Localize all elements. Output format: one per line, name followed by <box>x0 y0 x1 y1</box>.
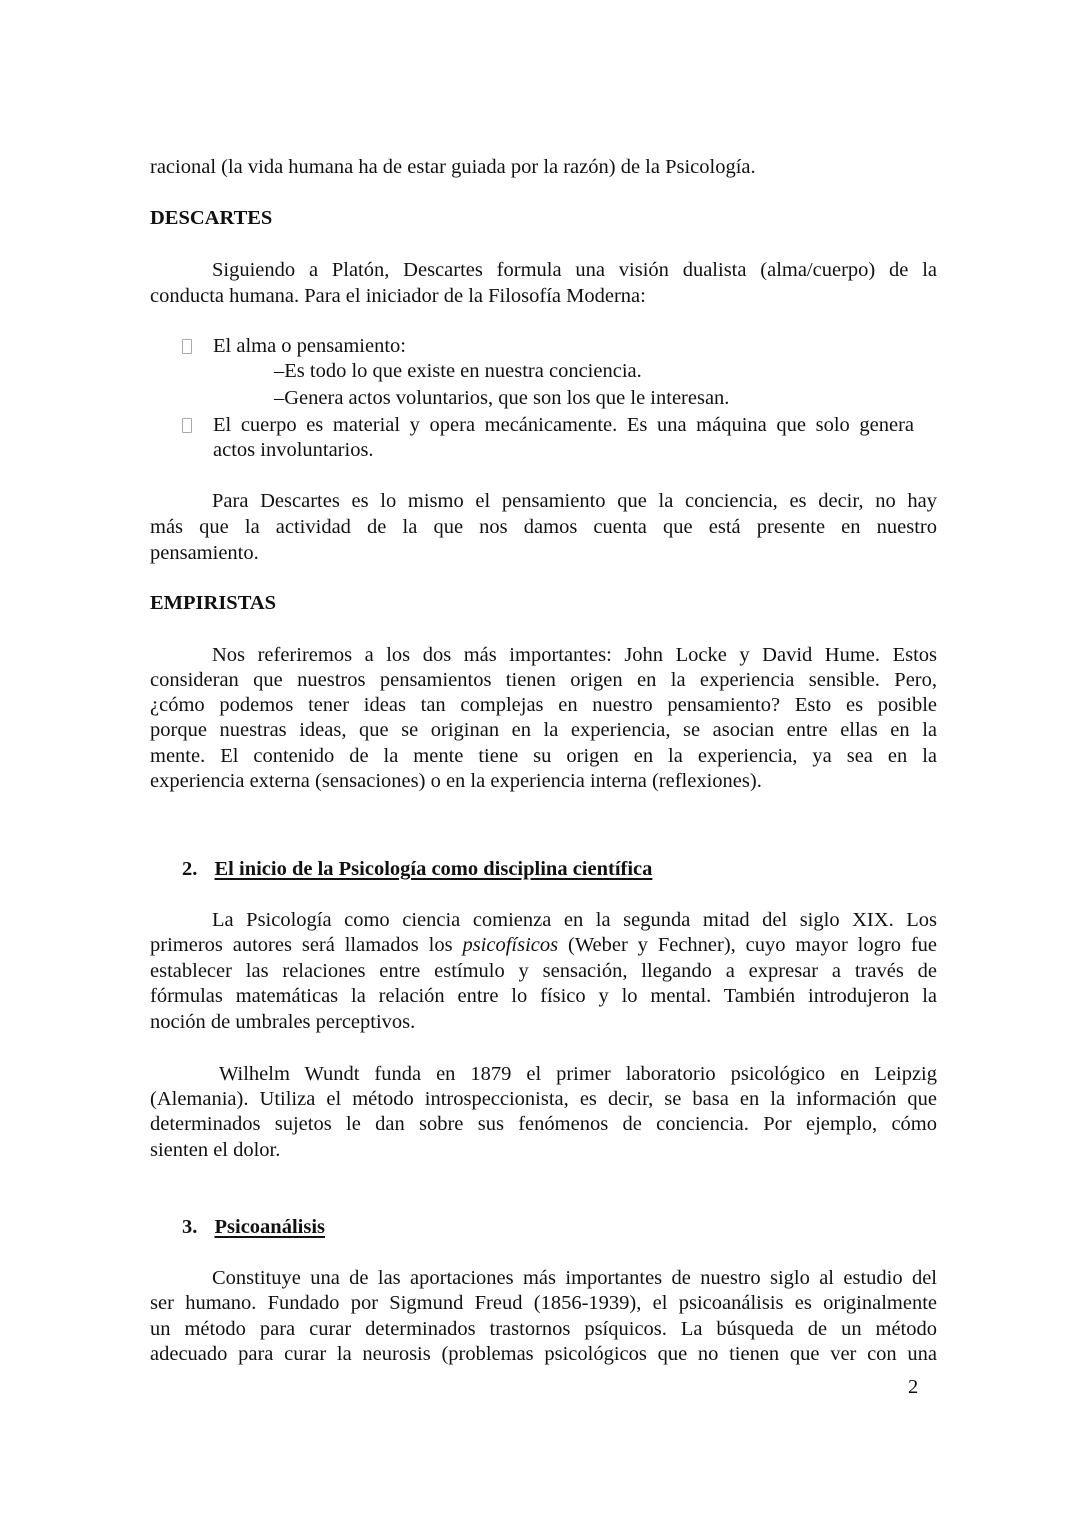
empiristas-line5: mente. El contenido de la mente tiene su origen en la experiencia, ya sea en la <box>150 745 937 767</box>
empiristas-line4: porque nuestras ideas, que se originan en la experiencia, se asocian entre ellas en la <box>150 719 937 741</box>
section2-para1-line1: La Psicología como ciencia comienza en la segunda mitad del siglo XIX. Los <box>212 909 937 931</box>
section3-title: Psicoanálisis <box>214 1216 325 1238</box>
bullet-alma-label: El alma o pensamiento: <box>213 335 406 357</box>
section2-title: El inicio de la Psicología como disciplina científica <box>214 858 653 880</box>
italic-term-psicofisicos: psicofísicos <box>462 934 559 956</box>
heading-empiristas: EMPIRISTAS <box>150 592 277 614</box>
section2-para2-line1: Wilhelm Wundt funda en 1879 el primer laboratorio psicológico en Leipzig <box>219 1063 937 1085</box>
section2-para1-line4: fórmulas matemáticas la relación entre lo físico y lo mental. También introdujeron la <box>150 985 937 1007</box>
section2-para1-line5: noción de umbrales perceptivos. <box>150 1011 416 1033</box>
bullet-cuerpo-line2: actos involuntarios. <box>213 439 374 461</box>
section3-number: 3. <box>182 1216 198 1238</box>
section2-para2-line4: sienten el dolor. <box>150 1139 281 1161</box>
bullet-cuerpo-line1: El cuerpo es material y opera mecánicamente. Es una máquina que solo genera <box>213 414 914 436</box>
text-run: (Weber y Fechner), cuyo mayor logro fue <box>558 934 938 956</box>
intro-line: racional (la vida humana ha de estar guiada por la razón) de la Psicología. <box>150 156 756 178</box>
section3-line4: adecuado para curar la neurosis (problemas psicológicos que no tienen que ver con una <box>150 1343 937 1365</box>
section3-line2: ser humano. Fundado por Sigmund Freud (1856-1939), el psicoanálisis es originalmente <box>150 1292 937 1314</box>
descartes-para2-line1: Para Descartes es lo mismo el pensamiento que la conciencia, es decir, no hay <box>212 490 937 512</box>
bullet-icon <box>182 418 192 433</box>
empiristas-line1: Nos referiremos a los dos más importantes: John Locke y David Hume. Estos <box>212 644 937 666</box>
heading-descartes: DESCARTES <box>150 207 273 229</box>
section2-number: 2. <box>182 858 198 880</box>
descartes-para2-line2: más que la actividad de la que nos damos cuenta que está presente en nuestro <box>150 516 937 538</box>
section2-para2-line3: determinados sujetos le dan sobre sus fenómenos de conciencia. Por ejemplo, cómo <box>150 1113 937 1135</box>
descartes-para2-line3: pensamiento. <box>150 542 259 564</box>
empiristas-line6: experiencia externa (sensaciones) o en la experiencia interna (reflexiones). <box>150 770 762 792</box>
descartes-para1-line1: Siguiendo a Platón, Descartes formula una visión dualista (alma/cuerpo) de la <box>212 259 937 281</box>
empiristas-line3: ¿cómo podemos tener ideas tan complejas en nuestro pensamiento? Esto es posible <box>150 694 937 716</box>
section3-line1: Constituye una de las aportaciones más importantes de nuestro siglo al estudio del <box>212 1267 937 1289</box>
bullet-alma-sub2: –Genera actos voluntarios, que son los que le interesan. <box>274 387 730 409</box>
bullet-alma-sub1: –Es todo lo que existe en nuestra conciencia. <box>274 360 642 382</box>
bullet-icon <box>182 339 192 354</box>
section3-heading <box>182 1214 325 1240</box>
section2-heading <box>182 856 652 882</box>
text-run: primeros autores será llamados los <box>150 934 463 956</box>
section2-para1-line2 <box>150 932 937 958</box>
page-number: 2 <box>908 1376 919 1398</box>
section2-para1-line3: establecer las relaciones entre estímulo y sensación, llegando a expresar a través de <box>150 960 937 982</box>
descartes-para1-line2: conducta humana. Para el iniciador de la Filosofía Moderna: <box>150 285 646 307</box>
empiristas-line2: consideran que nuestros pensamientos tienen origen en la experiencia sensible. Pero, <box>150 669 937 691</box>
section3-line3: un método para curar determinados trastornos psíquicos. La búsqueda de un método <box>150 1318 937 1340</box>
section2-para2-line2: (Alemania). Utiliza el método introspeccionista, es decir, se basa en la información que <box>150 1088 937 1110</box>
